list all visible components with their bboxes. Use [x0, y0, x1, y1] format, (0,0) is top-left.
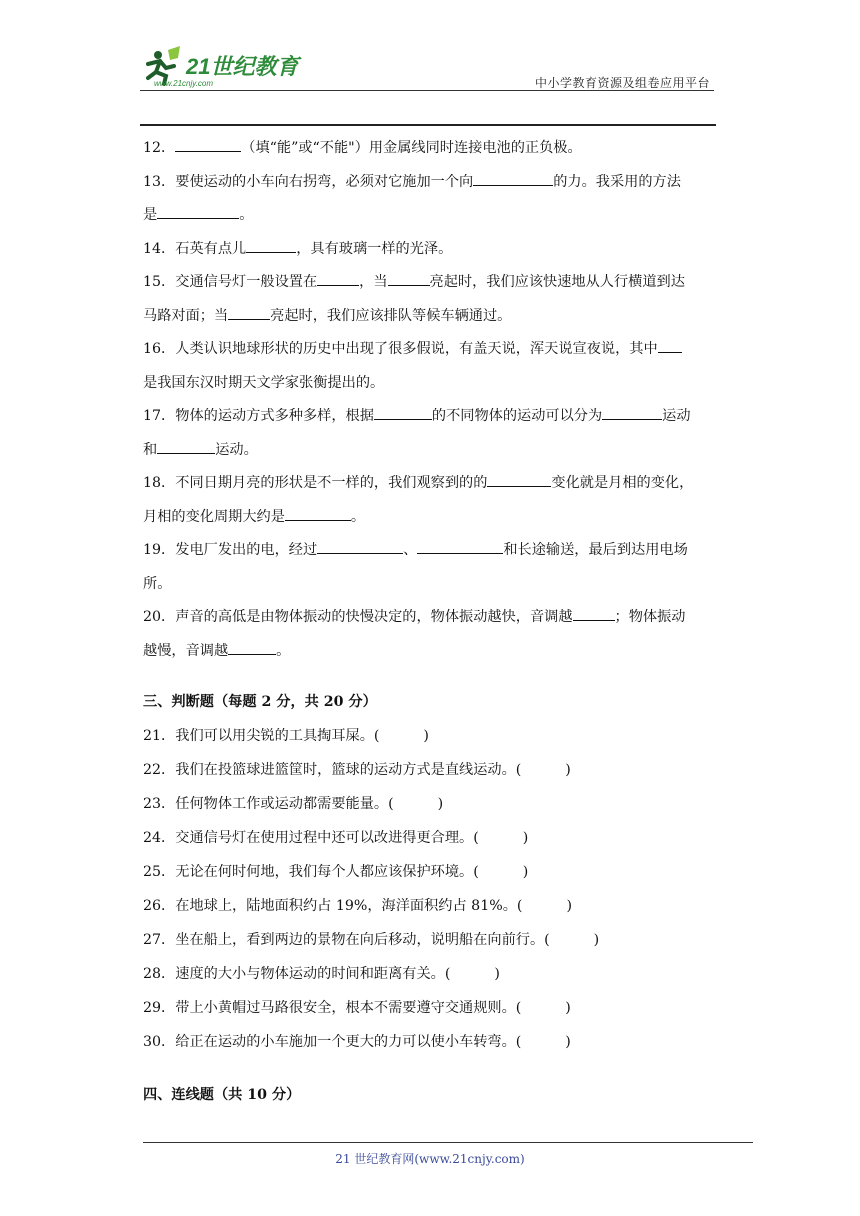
question-14: 14．石英有点儿 ，具有玻璃一样的光泽。	[143, 233, 717, 267]
question-19: 19．发电厂发出的电，经过 、 和长途输送，最后到达用电场	[143, 534, 717, 568]
question-20: 20．声音的高低是由物体振动的快慢决定的，物体振动越快，音调越 ；物体振动	[143, 601, 717, 635]
judge-item: 26．在地球上，陆地面积约占 19%，海洋面积约占 81%。( )	[143, 898, 572, 914]
content-top-rule	[140, 124, 716, 126]
logo-text: 21世纪教育	[186, 54, 299, 79]
question-13-cont: 是 。	[143, 199, 717, 233]
question-17: 17．物体的运动方式多种多样，根据 的不同物体的运动可以分为 运动	[143, 400, 717, 434]
answer-blank[interactable]	[175, 137, 241, 152]
answer-blank[interactable]	[157, 439, 215, 454]
answer-blank[interactable]	[388, 271, 430, 286]
judge-item: 24．交通信号灯在使用过程中还可以改进得更合理。( )	[143, 830, 529, 846]
page-footer: 21 世纪教育网(www.21cnjy.com)	[335, 1152, 525, 1166]
judge-item: 28．速度的大小与物体运动的时间和距离有关。( )	[143, 966, 500, 982]
platform-name: 中小学教育资源及组卷应用平台	[534, 76, 710, 90]
exam-content	[143, 132, 717, 1112]
answer-blank[interactable]	[602, 405, 662, 420]
question-16-cont: 是我国东汉时期天文学家张衡提出的。	[143, 374, 385, 391]
judge-item: 25．无论在何时何地，我们每个人都应该保护环境。( )	[143, 864, 529, 880]
footer-divider	[143, 1142, 753, 1143]
answer-blank[interactable]	[246, 238, 296, 253]
logo	[140, 44, 320, 88]
judge-item: 29．带上小黄帽过马路很安全，根本不需要遵守交通规则。( )	[143, 1000, 571, 1016]
answer-blank[interactable]	[573, 606, 615, 621]
answer-blank[interactable]	[473, 171, 553, 186]
question-17-cont: 和 运动。	[143, 434, 717, 468]
question-16: 16．人类认识地球形状的历史中出现了很多假说，有盖天说，浑天说宣夜说，其中	[143, 333, 717, 367]
answer-blank[interactable]	[228, 640, 276, 655]
judge-item: 21．我们可以用尖锐的工具掏耳屎。( )	[143, 728, 429, 744]
judge-item: 23．任何物体工作或运动都需要能量。( )	[143, 796, 444, 812]
header-divider	[140, 90, 714, 91]
answer-blank[interactable]	[417, 539, 503, 554]
judge-list	[143, 719, 717, 1059]
question-19-cont: 所。	[143, 575, 172, 592]
question-13: 13．要使运动的小车向右拐弯，必须对它施加一个向 的力。我采用的方法	[143, 166, 717, 200]
question-15-cont: 马路对面；当 亮起时，我们应该排队等候车辆通过。	[143, 300, 717, 334]
answer-blank[interactable]	[374, 405, 432, 420]
question-15: 15．交通信号灯一般设置在 ，当 亮起时，我们应该快速地从人行横道到达	[143, 266, 717, 300]
answer-blank[interactable]	[228, 305, 270, 320]
answer-blank[interactable]	[487, 472, 551, 487]
answer-blank[interactable]	[317, 271, 359, 286]
answer-blank[interactable]	[157, 204, 239, 219]
question-20-cont: 越慢，音调越 。	[143, 635, 717, 669]
section-3-title: 三、判断题（每题 2 分，共 20 分）	[143, 694, 377, 710]
question-18-cont: 月相的变化周期大约是 。	[143, 501, 717, 535]
section-4-title: 四、连线题（共 10 分）	[143, 1087, 301, 1103]
answer-blank[interactable]	[658, 338, 682, 353]
answer-blank[interactable]	[285, 506, 351, 521]
logo-url: www.21cnjy.com	[154, 79, 213, 88]
judge-item: 27．坐在船上，看到两边的景物在向后移动，说明船在向前行。( )	[143, 932, 600, 948]
question-12: 12． （填“能”或“不能"）用金属线同时连接电池的正负极。	[143, 132, 717, 166]
judge-item: 22．我们在投篮球进篮筐时，篮球的运动方式是直线运动。( )	[143, 762, 571, 778]
question-18: 18．不同日期月亮的形状是不一样的，我们观察到的的 变化就是月相的变化，	[143, 467, 717, 501]
page-header	[140, 44, 714, 90]
answer-blank[interactable]	[317, 539, 403, 554]
judge-item: 30．给正在运动的小车施加一个更大的力可以使小车转弯。( )	[143, 1034, 571, 1050]
